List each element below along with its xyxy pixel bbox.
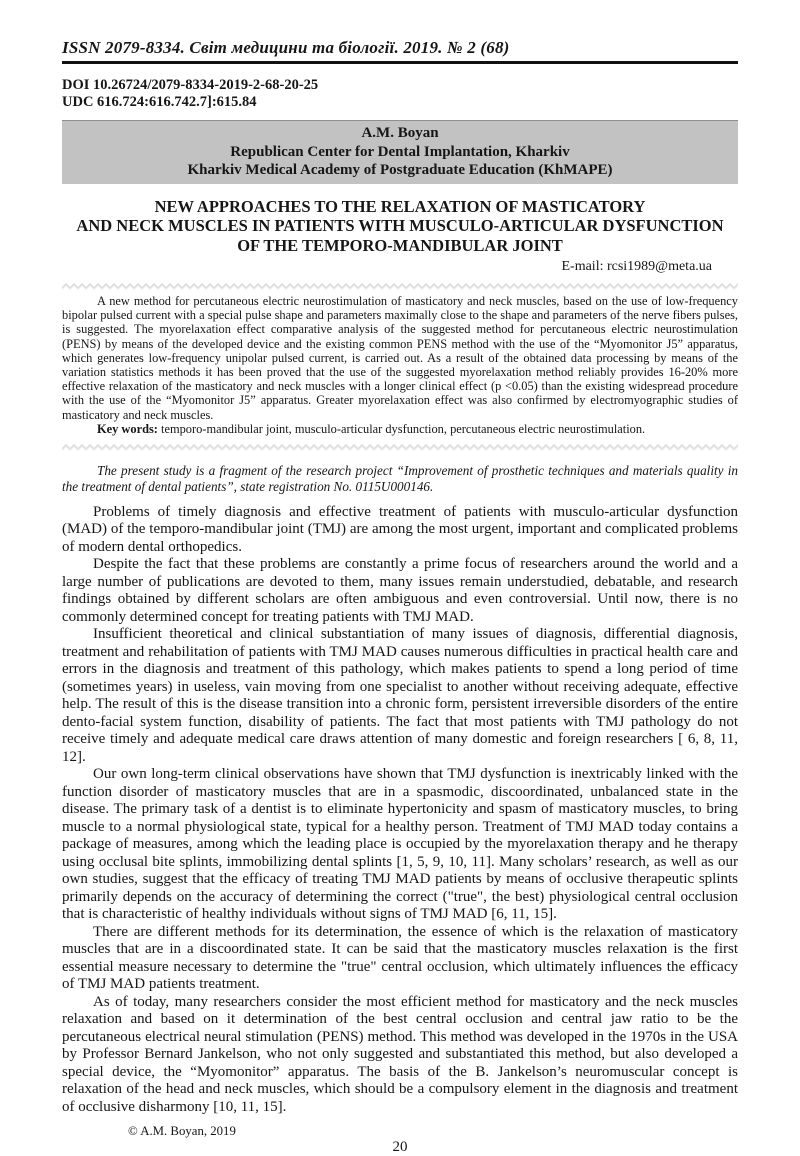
keywords-label: Key words: (97, 421, 158, 436)
zigzag-divider-bottom (62, 443, 738, 451)
page-number: 20 (392, 1139, 408, 1156)
paragraph-4: Our own long-term clinical observations have shown that TMJ dysfunction is inextricably linked with the function disorder of masticatory muscles that are in a spasmodic, discoordinated, unbalanced state in the disease. The primary task of a dentist is to eliminate hypertonicity and spasm of masticatory muscles, to bring muscle to a normal physiological state, typical for a healthy person. Treatment of TMJ MAD today contains a package of measures, among which the leading place is occupied by the myorelaxation therapy and he therapy using occlusal bite splints, immobilizing dental splints [1, 5, 9, 10, 11]. Many scholars’ research, as well as our own studies, suggest that the efficacy of treating TMJ MAD patients by means of occlusive therapeutic splints primarily depends on the accuracy of determining the correct ("true", the best) physiological central occlusion that is characteristic of healthy individuals without signs of TMJ MAD [6, 11, 15]. (62, 766, 738, 923)
study-note: The present study is a fragment of the research project “Improvement of prosthetic techniques and materials quality in the treatment of dental patients”, state registration No. 0115U000146. (62, 463, 738, 494)
article-title-line-2: AND NECK MUSCLES IN PATIENTS WITH MUSCULO-ARTICULAR DYSFUNCTION (76, 216, 724, 235)
zigzag-divider-top (62, 282, 738, 290)
abstract-text: A new method for percutaneous electric neurostimulation of masticatory and neck muscles, based on the use of low-frequency bipolar pulsed current with a special pulse shape and parameters maximally close to the shape and parameters of the nerve fibers pulses, is suggested. The myorelaxation effect comparative analysis of the suggested method for percutaneous electric neurostimulation (PENS) by means of the developed device and the existing common PENS method with the use of the “Myomonitor J5” apparatus, which generates low-frequency unipolar pulsed current, is carried out. As a result of the obtained data processing by means of the variation statistics methods it has been proved that the use of the suggested myorelaxation method reliably provides 16-20% more effective relaxation of the masticatory and neck muscles with a longer clinical effect (p <0.05) than the existing widespread procedure with the use of the “Myomonitor J5” apparatus. Greater myorelaxation effect was also confirmed by electromyographic studies of masticatory and neck muscles. (62, 294, 738, 422)
doi-udc-block (62, 77, 738, 110)
paragraph-6: As of today, many researchers consider the most efficient method for masticatory and the neck muscles relaxation and based on it determination of the best central occlusion and central jaw ratio to be the percutaneous electrical neural stimulation (PENS) method. This method was developed in the 1970s in the USA by Professor Bernard Jankelson, who not only suggested and substantiated this method, but also developed a special device, the “Myomonitor” apparatus. The basis of the B. Jankelson’s neuromuscular concept is relaxation of the head and neck muscles, which should be a compulsory element in the diagnosis and treatment of occlusive disharmony [10, 11, 15]. (62, 993, 738, 1115)
article-title-line-3: OF THE TEMPORO-MANDIBULAR JOINT (237, 235, 563, 255)
author-affiliation-box (62, 120, 738, 184)
author-name: A.M. Boyan (361, 125, 439, 141)
paragraph-2: Despite the fact that these problems are constantly a prime focus of researchers around the world and a large number of publications are devoted to them, many issues remain understudied, debatable, and research findings obtained by different scholars are often ambiguous and even controversial. Until now, there is no commonly determined concept for treating patients with TMJ MAD. (62, 556, 738, 625)
article-title (62, 197, 738, 256)
paragraph-3: Insufficient theoretical and clinical substantiation of many issues of diagnosis, differential diagnosis, treatment and rehabilitation of patients with TMJ MAD causes numerous difficulties in practical health care and errors in the diagnosis and treatment of this pathology, which makes patients to spend a long period of time (sometimes years) in useless, vain moving from one specialist to another without receiving adequate, effective help. The result of this is the disease transition into a chronic form, persistent irreversible disorders of the entire dento-facial system function, disability of patients. The fact that most patients with TMJ pathology do not receive timely and adequate medical care draws attention of many domestic and foreign researchers [ 6, 8, 11, 12]. (62, 626, 738, 765)
article-body (62, 504, 738, 1117)
paragraph-1: Problems of timely diagnosis and effective treatment of patients with musculo-articular dysfunction (MAD) of the temporo-mandibular joint (TMJ) are among the most urgent, important and complicated problems of modern dental orthopedics. (62, 503, 738, 555)
copyright-line: © A.M. Boyan, 2019 (128, 1124, 236, 1139)
article-title-line-1: NEW APPROACHES TO THE RELAXATION OF MASTICATORY (154, 196, 646, 216)
email-line: E-mail: rcsi1989@meta.ua (561, 259, 712, 274)
keywords-text: temporo-mandibular joint, musculo-articular dysfunction, percutaneous electric neurostimulation. (157, 421, 646, 436)
udc-line: UDC 616.724:616.742.7]:615.84 (62, 93, 257, 110)
journal-header: ISSN 2079-8334. Світ медицини та біології. 2019. № 2 (68) (62, 38, 738, 64)
doi-line: DOI 10.26724/2079-8334-2019-2-68-20-25 (62, 77, 319, 93)
affiliation-line-1: Republican Center for Dental Implantation, Kharkiv (230, 143, 570, 160)
paragraph-5: There are different methods for its determination, the essence of which is the relaxation of masticatory muscles that are in a discoordinated state. It can be said that the masticatory muscles relaxation is the first essential measure necessary to determine the "true" central occlusion, which ultimately influences the efficacy of TMJ MAD patients treatment. (62, 923, 738, 993)
affiliation-line-2: Kharkiv Medical Academy of Postgraduate Education (KhMAPE) (187, 162, 613, 178)
keywords-line (62, 422, 738, 436)
